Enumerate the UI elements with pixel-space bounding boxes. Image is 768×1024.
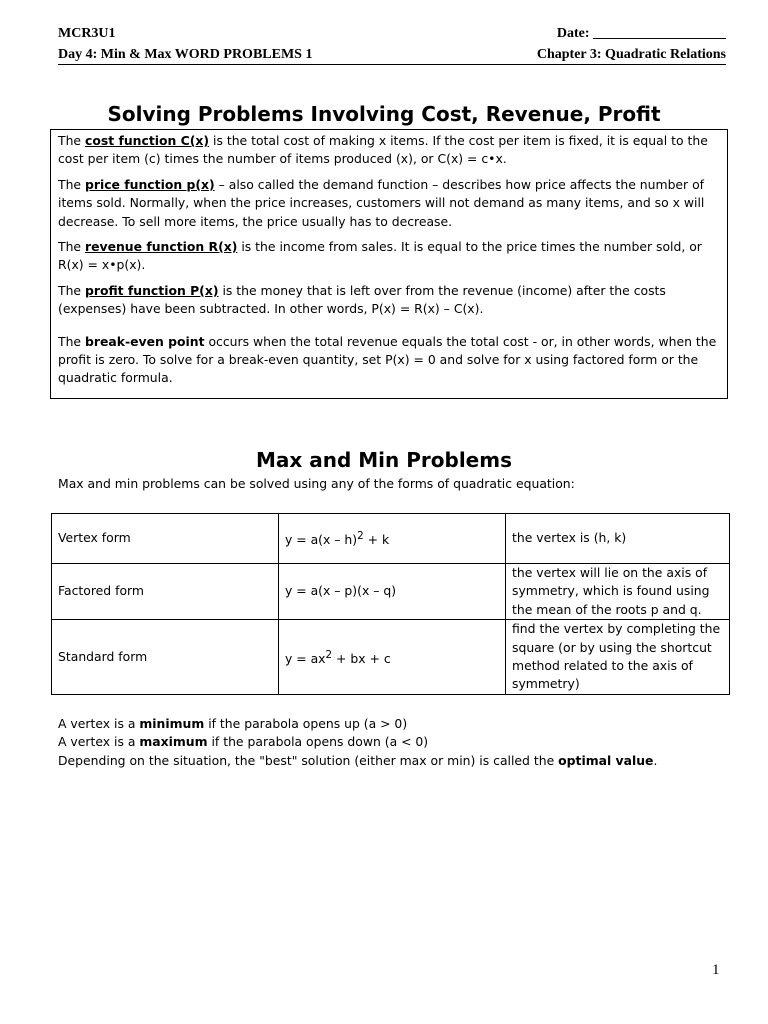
form-name: Standard form: [52, 620, 279, 695]
profit-function-term: profit function P(x): [84, 282, 219, 298]
maximum-term: maximum: [139, 734, 208, 750]
cost-function-text: is the total cost of making x items. If the cost per item is fixed, it is equal to the cost per item (c) times the number of items produced (x), or C(x) = c•x.: [58, 133, 708, 167]
note-text: if the parabola opens down (a < 0): [207, 734, 429, 750]
course-code: MCR3U1: [58, 26, 116, 41]
table-row: [52, 620, 730, 695]
optimal-value-term: optimal value: [558, 752, 654, 768]
section-title-cost-revenue-profit: Solving Problems Involving Cost, Revenue, Profit: [107, 102, 661, 126]
equation-text: + bx + c: [332, 650, 391, 666]
definition-lead: The: [58, 133, 85, 148]
form-equation: [279, 514, 506, 564]
break-even-definition: [58, 333, 720, 388]
table-row: [52, 564, 730, 620]
intro-text: Max and min problems can be solved using any of the forms of quadratic equation:: [58, 476, 575, 491]
exponent: 2: [357, 530, 364, 543]
cost-function-definition: [58, 132, 720, 169]
page-number: 1: [712, 962, 720, 978]
form-description: find the vertex by completing the square (or by using the shortcut method related to the axis of symmetry): [506, 620, 730, 695]
section-title-max-min: Max and Min Problems: [256, 448, 512, 472]
revenue-function-definition: [58, 238, 720, 275]
break-even-term: break-even point: [84, 333, 205, 349]
header-row-1: [58, 26, 726, 42]
day-title: Day 4: Min & Max WORD PROBLEMS 1: [58, 47, 313, 62]
form-name: Vertex form: [52, 514, 279, 564]
price-function-term: price function p(x): [84, 176, 215, 192]
equation-text: y = a(x – h): [285, 532, 358, 548]
optimal-value-note: [58, 752, 657, 770]
profit-function-definition: [58, 282, 720, 319]
form-equation: [279, 620, 506, 695]
break-even-text: occurs when the total revenue equals the total cost - or, in other words, when the profit is zero. To solve for a break-even quantity, set P(x) = 0 and solve for x using factored form or the quadratic formula.: [58, 333, 717, 386]
revenue-function-text: is the income from sales. It is equal to the price times the number sold, or R(x) = x•p(x).: [58, 239, 702, 273]
price-function-text: – also called the demand function – describes how price affects the number of items sold. Normally, when the price increases, customers will not demand as many items, and so x will decrease. To sell more items, the price usually has to decrease.: [58, 176, 705, 229]
vertex-notes: [58, 715, 657, 770]
minimum-note: [58, 715, 657, 733]
note-text: Depending on the situation, the "best" solution (either max or min) is called the: [58, 752, 559, 768]
equation-text: + k: [363, 532, 390, 548]
header-row-2: [58, 47, 726, 65]
exponent: 2: [325, 648, 333, 661]
chapter-title: Chapter 3: Quadratic Relations: [536, 47, 726, 62]
minimum-term: minimum: [139, 716, 205, 731]
note-text: .: [653, 752, 658, 768]
definition-lead: The: [58, 239, 85, 255]
note-text: A vertex is a: [58, 716, 140, 731]
form-equation: y = a(x – p)(x – q): [279, 564, 506, 620]
maximum-note: [58, 733, 657, 751]
date-label: Date: ___________________: [556, 26, 726, 41]
price-function-definition: [58, 176, 720, 231]
quadratic-forms-table: [51, 513, 730, 695]
cost-function-term: cost function C(x): [84, 133, 210, 148]
definition-lead: The: [58, 282, 85, 298]
table-row: [52, 514, 730, 564]
definition-lead: The: [58, 333, 85, 349]
form-description: the vertex is (h, k): [506, 514, 730, 564]
note-text: if the parabola opens up (a > 0): [204, 716, 408, 731]
note-text: A vertex is a: [58, 734, 140, 750]
definitions-box: [50, 129, 728, 399]
definition-lead: The: [58, 176, 85, 192]
equation-text: y = ax: [285, 650, 326, 666]
profit-function-text: is the money that is left over from the revenue (income) after the costs (expenses) have been subtracted. In other words, P(x) = R(x) – C(x).: [58, 282, 666, 317]
form-description: the vertex will lie on the axis of symmetry, which is found using the mean of the roots p and q.: [506, 564, 730, 620]
revenue-function-term: revenue function R(x): [84, 239, 238, 255]
form-name: Factored form: [52, 564, 279, 620]
